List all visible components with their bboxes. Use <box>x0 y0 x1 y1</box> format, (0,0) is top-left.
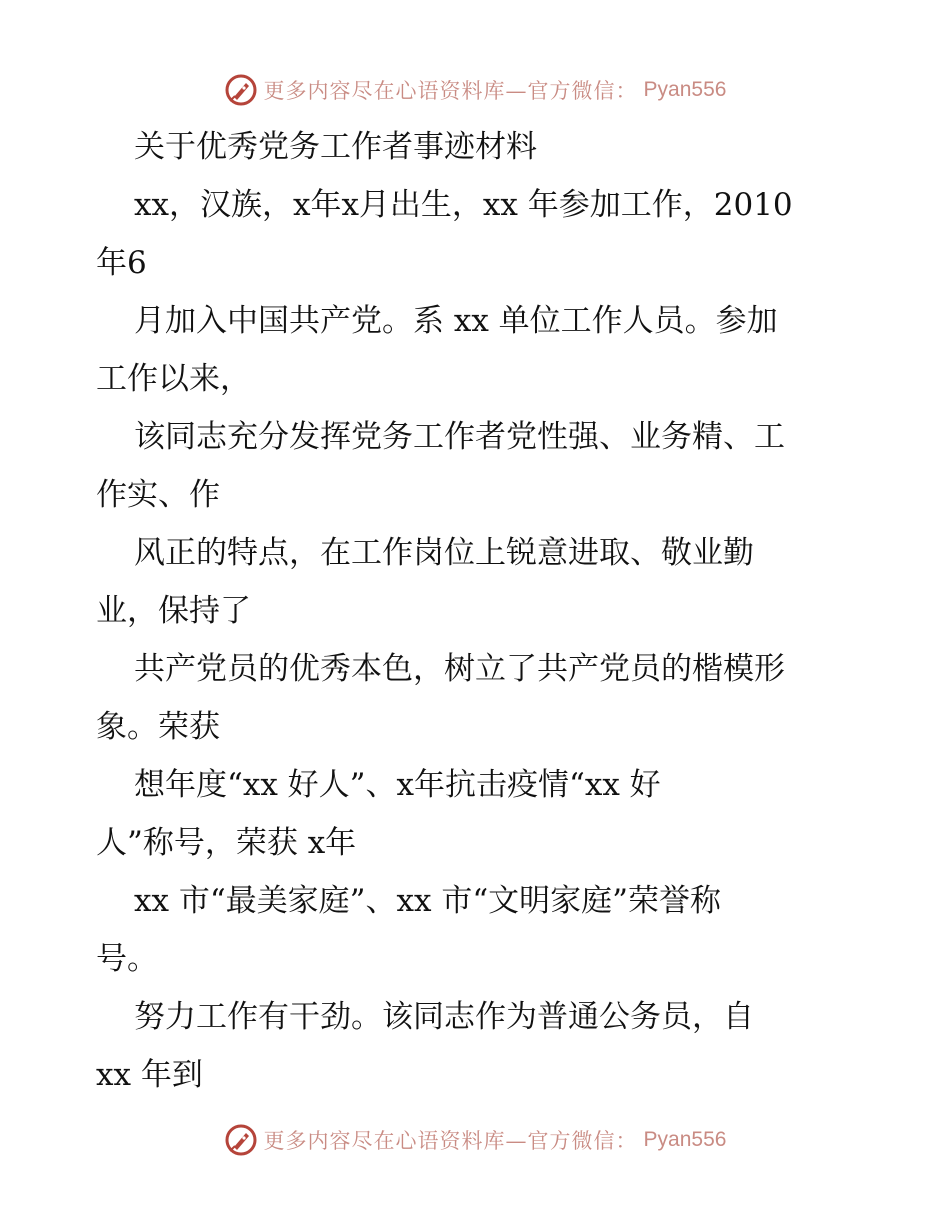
text-line: xx 市“最美家庭”、xx 市“文明家庭”荣誉称 <box>134 883 722 919</box>
pen-nib-seal-icon <box>224 73 258 107</box>
text-line: xx 年到 <box>96 1057 203 1093</box>
banner-wechat-id: Pyan556 <box>643 1128 727 1151</box>
footer-banner <box>0 1120 950 1160</box>
document-body <box>96 118 861 1104</box>
text-line: xx，汉族，x年x月出生，xx 年参加工作，2010 <box>134 187 793 223</box>
banner-wechat-id: Pyan556 <box>643 78 727 101</box>
text-line: 号。 <box>96 941 158 977</box>
banner-text: 更多内容尽在心语资料库—官方微信： <box>263 79 638 103</box>
banner-text: 更多内容尽在心语资料库—官方微信： <box>263 1129 638 1153</box>
text-line: 年6 <box>96 245 147 281</box>
text-line: 共产党员的优秀本色，树立了共产党员的楷模形 <box>134 651 785 687</box>
text-line: 作实、作 <box>96 477 220 513</box>
text-line: 努力工作有干劲。该同志作为普通公务员，自 <box>134 999 754 1035</box>
text-line: 风正的特点，在工作岗位上锐意进取、敬业勤 <box>134 535 754 571</box>
text-line: 想年度“xx 好人”、x年抗击疫情“xx 好 <box>134 767 661 803</box>
text-line: 业，保持了 <box>96 593 251 629</box>
text-line: 工作以来， <box>96 361 251 397</box>
text-line: 关于优秀党务工作者事迹材料 <box>134 129 537 165</box>
text-line: 该同志充分发挥党务工作者党性强、业务精、工 <box>134 419 785 455</box>
text-line: 人”称号，荣获 x年 <box>96 825 357 861</box>
text-line: 月加入中国共产党。系 xx 单位工作人员。参加 <box>134 303 778 339</box>
header-banner <box>0 70 950 110</box>
text-line: 象。荣获 <box>96 709 220 745</box>
pen-nib-seal-icon <box>224 1123 258 1157</box>
